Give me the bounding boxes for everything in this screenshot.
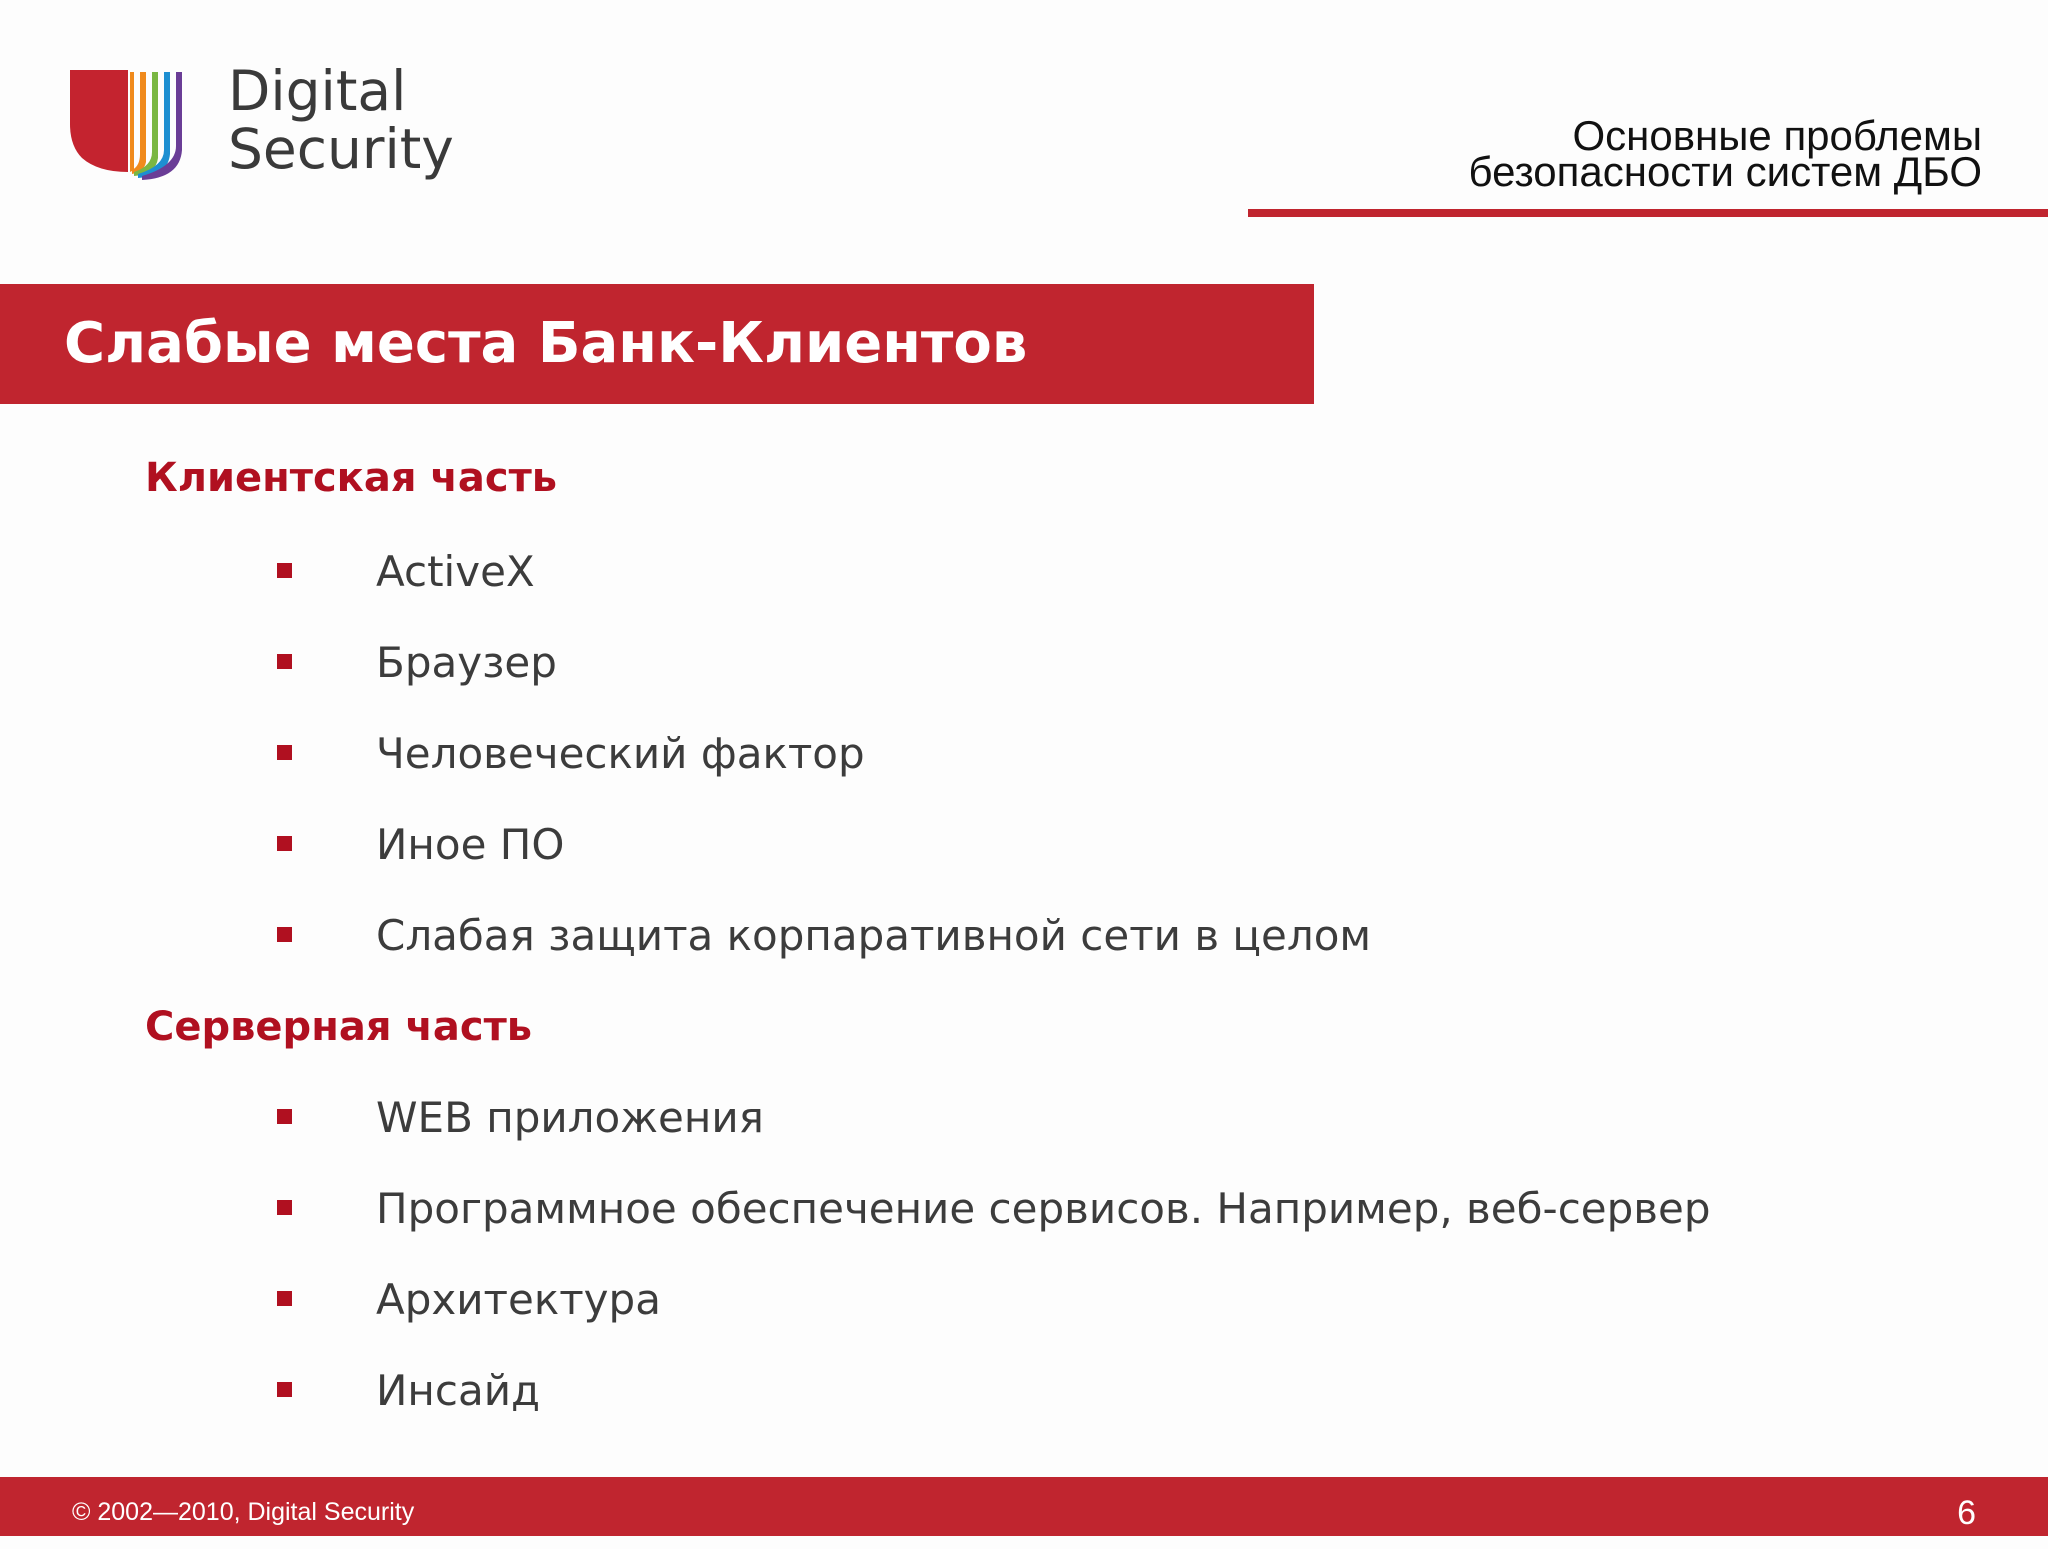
list-item: Человеческий фактор [376,729,865,778]
logo-line-1: Digital [228,59,407,123]
logo-stripe-orange [130,72,134,172]
list-item: Программное обеспечение сервисов. Например, веб-сервер [376,1184,1711,1233]
list-item: ActiveX [376,547,535,596]
bullet-square-icon [277,1382,292,1397]
digital-security-logo-mark [68,62,208,182]
logo-shield [70,70,128,172]
logo-line-2: Security [228,117,454,181]
slide-title-bar [0,284,1314,404]
list-item: Иное ПО [376,820,565,869]
section-heading-client: Клиентская часть [145,455,558,501]
header-title [1468,112,1982,195]
slide-title: Слабые места Банк-Клиентов [64,311,1028,376]
footer-copyright: © 2002—2010, Digital Security [72,1498,415,1526]
header-divider [1248,209,2048,217]
bullet-square-icon [277,745,292,760]
bullet-square-icon [277,563,292,578]
list-item: Архитектура [376,1275,661,1324]
list-item: Браузер [376,638,557,687]
page-number: 6 [1957,1494,1976,1532]
logo [68,59,454,192]
list-item: Инсайд [376,1366,541,1415]
logo-wordmark [228,59,454,181]
section-heading-server: Серверная часть [145,1004,533,1050]
bullet-square-icon [277,654,292,669]
bullet-square-icon [277,1200,292,1215]
bullet-square-icon [277,927,292,942]
bullet-square-icon [277,1109,292,1124]
header-title-line-1: Основные проблемы [1572,112,1982,159]
list-item: Слабая защита корпаративной сети в целом [376,911,1372,960]
bullet-square-icon [277,836,292,851]
header-title-line-2: безопасности систем ДБО [1468,148,1982,195]
bullet-square-icon [277,1291,292,1306]
list-item: WEB приложения [376,1093,764,1142]
footer-bar [0,1477,2048,1536]
